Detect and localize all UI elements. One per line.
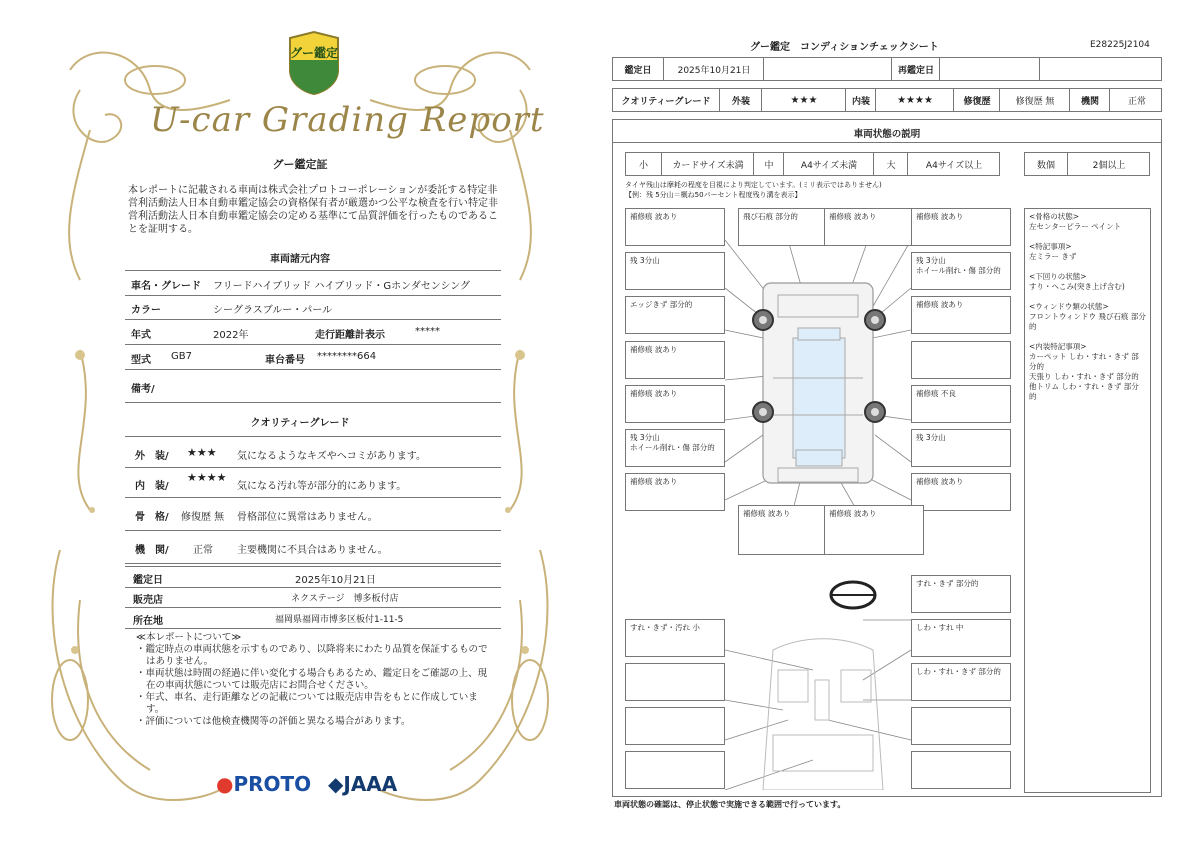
mileage-label: 走行距離計表示 (315, 330, 385, 341)
interior-box (625, 663, 725, 701)
year-label: 年式 (131, 330, 151, 341)
proto-logo (216, 772, 311, 796)
engine-value: 正常 (1109, 89, 1164, 111)
ext-label: 外装 (719, 89, 762, 111)
info-row-shop (125, 587, 501, 608)
spec-row-name (125, 270, 501, 296)
damage-box: 補修痕 波あり (625, 473, 725, 511)
chassis-label: 車台番号 (265, 355, 305, 366)
damage-box: 補修痕 波あり (738, 505, 838, 555)
damage-box: 残 3分山 ホイール削れ・傷 部分的 (625, 429, 725, 467)
color-value: シーグラスブルー・パール (213, 305, 333, 316)
date-blank (763, 58, 892, 80)
damage-box: 補修痕 波あり (824, 208, 924, 246)
note-line: フロントウィンドウ 飛び石痕 部分的 (1029, 312, 1146, 331)
damage-box (911, 341, 1011, 379)
remarks-label: 備考/ (131, 384, 155, 395)
exterior-desc: 気になるようなキズやヘコミがあります。 (237, 451, 426, 462)
redate-blank (1039, 58, 1164, 80)
size-legend (625, 152, 1000, 176)
goo-kantei-logo (284, 30, 344, 96)
info-row-address (125, 608, 501, 629)
damage-box: 残 3分山 (625, 252, 725, 290)
size-small-desc: カードサイズ未満 (661, 153, 754, 175)
note-line: <内装特記事項> (1029, 342, 1087, 351)
year-value: 2022年 (213, 330, 249, 341)
interior-box (911, 707, 1011, 745)
report-notes (136, 632, 496, 728)
interior-label: 内 装/ (135, 481, 169, 492)
certificate-title: グー鑑定証 (272, 158, 328, 171)
engine-value: 正常 (193, 545, 213, 556)
sheet-footer: 車両状態の確認は、停止状態で実施できる範囲で行っています。 (614, 800, 846, 809)
note-item: ・年式、車名、走行距離などの記載については販売店申告をもとに作成しています。 (136, 692, 478, 715)
damage-box: 補修痕 波あり (625, 208, 725, 246)
logo-text: グー鑑定 (289, 46, 338, 60)
spec-row-year (125, 320, 501, 345)
spec-row-color (125, 295, 501, 320)
damage-box: 補修痕 波あり (911, 473, 1011, 511)
condition-check-sheet (600, 0, 1200, 848)
date-label: 鑑定日 (133, 575, 163, 586)
note-item: ・鑑定時点の車両状態を示すものであり、以降将来にわたり品質を保証するものではありません。 (136, 644, 488, 667)
interior-stars: ★★★★ (187, 471, 227, 484)
jaaa-logo (328, 772, 397, 796)
address-value: 福岡県福岡市博多区板付1-11-5 (275, 615, 404, 625)
repair-value: 修復歴 無 (999, 89, 1070, 111)
damage-box: 飛び石痕 部分的 (738, 208, 838, 246)
info-row-date (125, 566, 501, 588)
certificate-body: 本レポートに記載される車両は株式会社プロトコーポレーションが委託する特定非営利活動法人日本自動車鑑定協会の資格保有者が厳選かつ公平な検査を行い特定非営利活動法人日本自動車鑑定協会の定める基準にて品質評価を行ったものであることを証明する。 (128, 185, 498, 235)
interior-box (625, 707, 725, 745)
interior-box: すれ・きず 部分的 (911, 575, 1011, 613)
shop-label: 販売店 (133, 595, 163, 606)
tire-note-1: タイヤ残山は摩耗の程度を目視により判定しています。(ミリ表示ではありません) (625, 181, 882, 189)
count-legend (1024, 152, 1150, 176)
shop-value: ネクステージ 博多板付店 (291, 594, 399, 604)
note-line: カーペット しわ・すれ・きず 部分的 (1029, 352, 1139, 371)
note-line: 左ミラー きず (1029, 252, 1077, 261)
model-value: GB7 (171, 351, 192, 362)
note-item: ・評価については他検査機関等の評価と異なる場合があります。 (136, 716, 411, 727)
engine-label: 機 関/ (135, 545, 169, 556)
size-mid: 中 (753, 153, 784, 175)
note-line: すり・へこみ(突き上げ含む) (1029, 282, 1125, 291)
steering-wheel-icon (831, 582, 875, 608)
date-value: 2025年10月21日 (295, 575, 376, 586)
divider (613, 142, 1161, 143)
sheet-id: E28225J2104 (1090, 40, 1150, 50)
interior-box: すれ・きず・汚れ 小 (625, 619, 725, 657)
model-label: 型式 (131, 355, 151, 366)
frame-value: 修復歴 無 (181, 512, 225, 523)
grade-row (612, 88, 1162, 112)
quality-section-title: クオリティーグレード (250, 418, 350, 429)
name-value: フリードハイブリッド ハイブリッド・Gホンダセンシング (213, 281, 471, 292)
exterior-stars: ★★★ (187, 446, 217, 459)
address-label: 所在地 (133, 616, 163, 627)
grade-row-exterior (125, 436, 501, 468)
ext-stars: ★★★ (761, 89, 846, 111)
size-large: 大 (873, 153, 908, 175)
size-large-desc: A4サイズ以上 (907, 153, 1000, 175)
grade-label: クオリティーグレード (621, 96, 711, 107)
note-item: ・車両状態は時間の経過に伴い変化する場合もあるため、鑑定日をご確認の上、現在の車両状態については販売店にお問合せください。 (136, 668, 488, 691)
jaaa-mark-icon: ◆ (328, 772, 344, 796)
int-label: 内装 (845, 89, 876, 111)
interior-box (625, 751, 725, 789)
grade-row-interior (125, 467, 501, 498)
damage-box: 補修痕 不良 (911, 385, 1011, 423)
engine-label: 機関 (1069, 89, 1110, 111)
interior-desc: 気になる汚れ等が部分的にあります。 (237, 481, 407, 492)
note-line: 天張り しわ・すれ・きず 部分的 (1029, 372, 1139, 381)
repair-label: 修復歴 (953, 89, 1000, 111)
spec-row-remarks (125, 370, 501, 403)
frame-label: 骨 格/ (135, 512, 169, 523)
date-label: 鑑定日 (624, 65, 652, 76)
notes-title: ≪本レポートについて≫ (136, 632, 242, 643)
tire-note-2: 【例：残 5分山＝概ね50パーセント程度残り溝を表示】 (625, 191, 802, 199)
proto-text: PROTO (233, 772, 312, 796)
interior-box: しわ・すれ・きず 部分的 (911, 663, 1011, 701)
damage-box: 残 3分山 ホイール削れ・傷 部分的 (911, 252, 1011, 290)
count-value: 2個以上 (1067, 153, 1150, 175)
engine-desc: 主要機関に不具合はありません。 (237, 545, 388, 556)
exterior-label: 外 装/ (135, 451, 169, 462)
damage-box: 補修痕 波あり (911, 296, 1011, 334)
interior-box (911, 751, 1011, 789)
name-label: 車名・グレード (131, 281, 201, 292)
proto-mark-icon: ● (216, 772, 234, 796)
sheet-title: グー鑑定 コンディションチェックシート (750, 42, 939, 53)
note-line (1029, 292, 1146, 302)
interior-box: しわ・すれ 中 (911, 619, 1011, 657)
note-line: <ウィンドウ類の状態> (1029, 302, 1109, 311)
side-notes (1024, 208, 1151, 793)
color-label: カラー (131, 305, 161, 316)
note-line: <骨格の状態> (1029, 212, 1080, 221)
damage-box: 補修痕 波あり (824, 505, 924, 555)
brand-logos (216, 770, 416, 800)
int-stars: ★★★★ (875, 89, 954, 111)
condition-title: 車両状態の説明 (853, 129, 921, 140)
size-mid-desc: A4サイズ未満 (783, 153, 874, 175)
note-line: <下回りの状態> (1029, 272, 1087, 281)
frame-desc: 骨格部位に異常はありません。 (237, 512, 378, 523)
condition-panel (612, 119, 1162, 797)
damage-box: エッジきず 部分的 (625, 296, 725, 334)
note-line (1029, 332, 1146, 342)
grade-row-engine (125, 531, 501, 564)
note-line (1029, 262, 1146, 272)
note-line: <特記事項> (1029, 242, 1072, 251)
redate-value (939, 58, 1040, 80)
note-line (1029, 232, 1146, 242)
redate-label: 再鑑定日 (891, 58, 940, 80)
damage-box: 補修痕 波あり (911, 208, 1011, 246)
jaaa-text: JAAA (343, 772, 398, 796)
damage-box: 補修痕 波あり (625, 385, 725, 423)
spec-row-model (125, 345, 501, 370)
report-title: U-car Grading Report (150, 100, 545, 140)
spec-section-title: 車両諸元内容 (270, 254, 330, 265)
damage-box: 補修痕 波あり (625, 341, 725, 379)
date-row (612, 57, 1162, 81)
damage-box: 残 3分山 (911, 429, 1011, 467)
mileage-value: ***** (415, 326, 440, 337)
note-line: 他トリム しわ・すれ・きず 部分的 (1029, 382, 1139, 401)
grade-row-frame (125, 498, 501, 531)
chassis-value: ********664 (317, 351, 377, 362)
count-label: 数個 (1036, 160, 1055, 171)
note-line: 左センターピラー ペイント (1029, 222, 1122, 231)
date-value: 2025年10月21日 (663, 58, 764, 80)
size-small: 小 (638, 160, 648, 171)
